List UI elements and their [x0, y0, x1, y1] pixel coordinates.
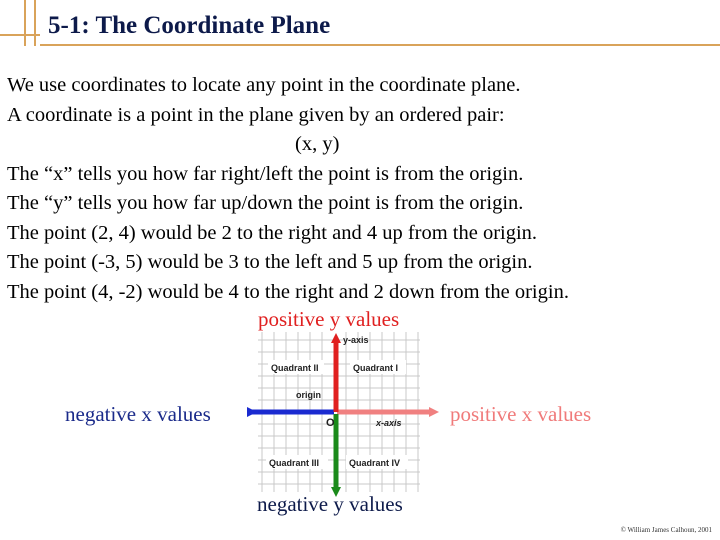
body-line: The point (4, -2) would be 4 to the right and 2 down from the origin. [7, 280, 569, 303]
body-line-ordered-pair: (x, y) [295, 133, 340, 155]
positive-y-values-label: positive y values [258, 307, 400, 331]
origin-letter: O [326, 417, 335, 429]
quadrant-1-label: Quadrant I [353, 363, 399, 373]
quadrant-3-label: Quadrant III [269, 458, 320, 468]
origin-label: origin [296, 390, 321, 400]
positive-x-values-label: positive x values [450, 402, 592, 426]
y-axis-label: y-axis [343, 335, 369, 345]
body-line: The point (2, 4) would be 2 to the right and 4 up from the origin. [7, 221, 538, 244]
page-title: 5-1: The Coordinate Plane [48, 12, 331, 39]
body-line: The point (-3, 5) would be 3 to the left and 5 up from the origin. [7, 251, 533, 273]
body-line: The “y” tells you how far up/down the point is from the origin. [7, 192, 524, 214]
quadrant-2-label: Quadrant II [271, 363, 319, 373]
body-line: We use coordinates to locate any point in the coordinate plane. [7, 74, 521, 96]
x-axis-label: x-axis [376, 418, 402, 428]
body-line: The “x” tells you how far right/left the point is from the origin. [7, 162, 524, 185]
copyright-footer: © William James Calhoun, 2001 [620, 526, 712, 534]
negative-y-values-label: negative y values [257, 492, 403, 516]
negative-x-values-label: negative x values [65, 402, 211, 426]
quadrant-4-label: Quadrant IV [349, 458, 401, 468]
body-line: A coordinate is a point in the plane given by an ordered pair: [7, 103, 505, 126]
